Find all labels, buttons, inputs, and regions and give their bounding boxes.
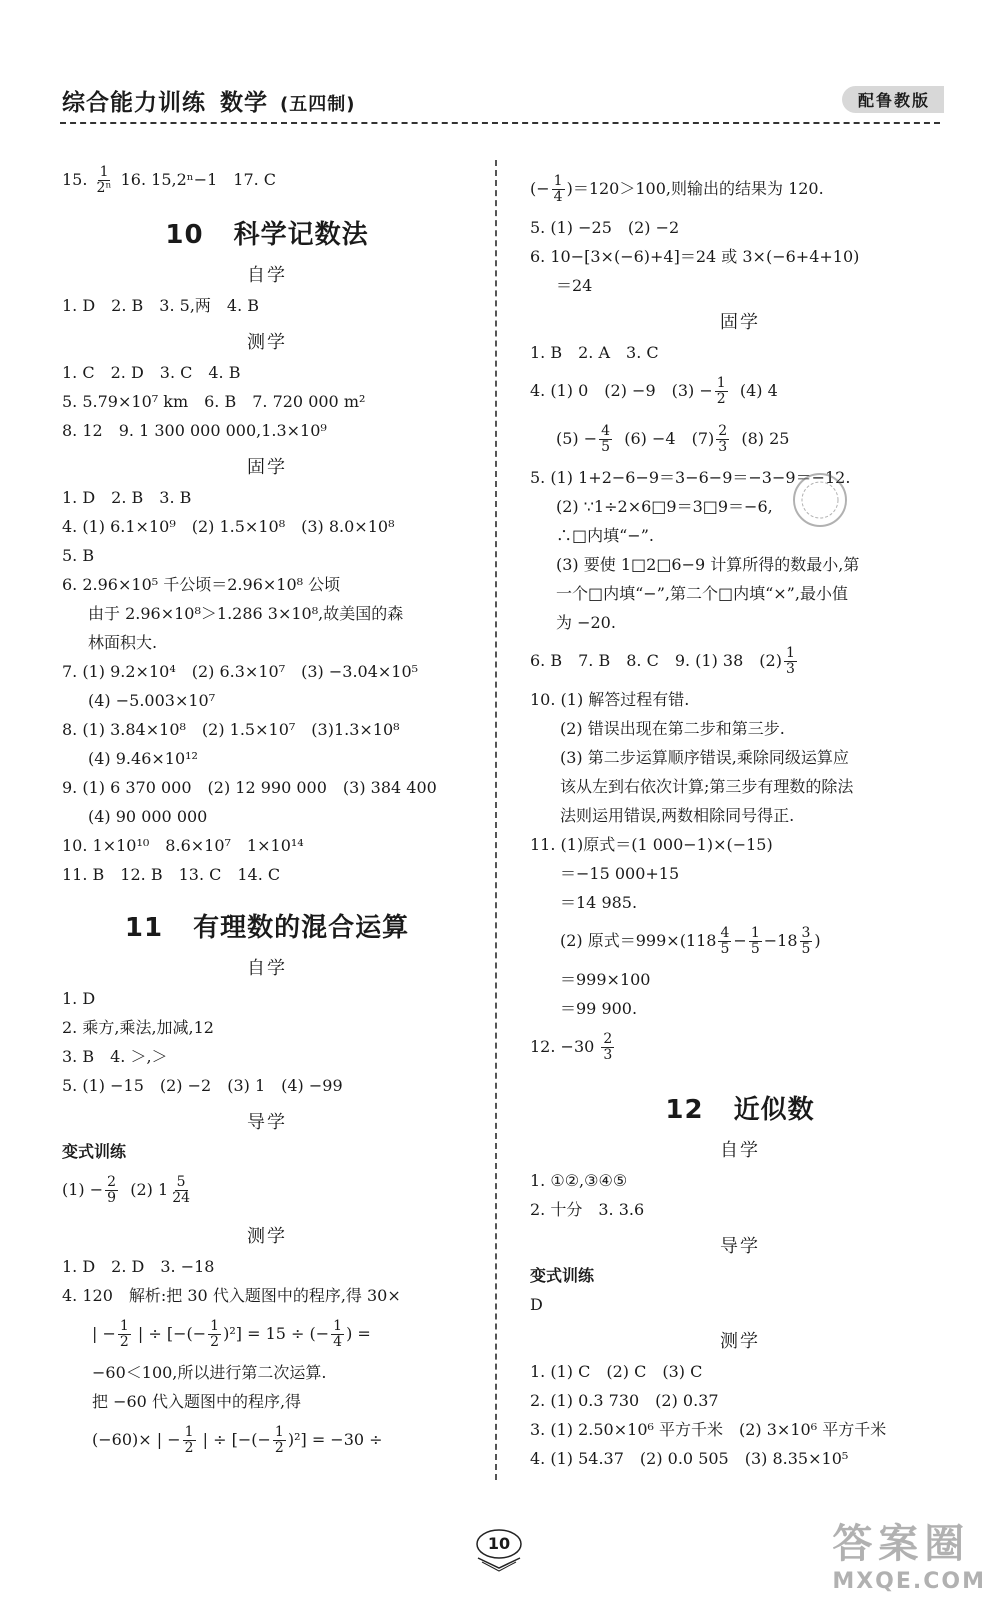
answer-line: 1. D 2. B 3. 5,两 4. B	[62, 296, 260, 315]
subject-label: 数学	[220, 90, 268, 116]
answer-line: 6. 2.96×10⁵ 千公顷＝2.96×10⁸ 公顷	[62, 575, 341, 594]
book-title	[62, 84, 355, 117]
answer-line: 1. (1) C (2) C (3) C	[530, 1362, 703, 1381]
fraction: $\frac{4}{5}$	[720, 925, 730, 957]
answer-line: 11. (1)原式＝(1 000−1)×(−15)	[530, 835, 773, 854]
answer-line: 1. ①②,③④⑤	[530, 1171, 628, 1190]
answer-line: ∴□内填“−”.	[556, 526, 654, 545]
fraction: $\frac{3}{5}$	[801, 925, 811, 957]
variant-training-label: 变式训练	[62, 1142, 127, 1161]
answer-line: (1) − $\frac{2}{9}$ (2) 1 $\frac{5}{24}$	[62, 1174, 191, 1206]
answer-line: ＝14 985.	[560, 893, 638, 912]
fraction: $\frac{1}{4}$	[553, 173, 563, 205]
answer-line: 3. (1) 2.50×10⁶ 平方千米 (2) 3×10⁶ 平方千米	[530, 1420, 887, 1439]
fraction: $\frac{1}{2}$	[119, 1318, 129, 1350]
fraction: $\frac{2}{3}$	[718, 423, 728, 455]
answer-line: (− $\frac{1}{4}$ )＝120＞100,则输出的结果为 120.	[530, 173, 824, 205]
fraction: $\frac{1}{5}$	[750, 925, 760, 957]
answer-line: −60＜100,所以进行第二次运算.	[92, 1363, 327, 1382]
answer-line: (5) − $\frac{4}{5}$ (6) −4 (7) $\frac{2}{3}$ (8) 25	[556, 423, 790, 455]
answer-line: 1. D	[62, 989, 96, 1008]
answer-line: 11. B 12. B 13. C 14. C	[62, 865, 281, 884]
answer-line: 4. (1) 6.1×10⁹ (2) 1.5×10⁸ (3) 8.0×10⁸	[62, 517, 395, 536]
fraction: $\frac{1}{3}$	[785, 645, 795, 677]
answer-line: 15. $\frac{1}{\text{2ⁿ}}$ 16. 15,2ⁿ−1 17. C	[62, 164, 277, 196]
answer-line: ＝−15 000+15	[560, 864, 680, 883]
page-header	[60, 80, 940, 124]
fraction: $\frac{5}{24}$	[172, 1174, 191, 1206]
answer-line: 2. (1) 0.3 730 (2) 0.37	[530, 1391, 719, 1410]
answer-line: 5. (1) −25 (2) −2	[530, 218, 680, 237]
subheading-zixue: 自学	[720, 1140, 760, 1161]
fraction: $\frac{2}{3}$	[603, 1031, 613, 1063]
subheading-cexue: 测学	[720, 1331, 760, 1352]
answer-line: 2. 十分 3. 3.6	[530, 1200, 645, 1219]
subheading-zixue: 自学	[247, 958, 287, 979]
answer-line: 把 −60 代入题图中的程序,得	[92, 1392, 302, 1411]
answer-line: D	[530, 1295, 543, 1314]
answer-line: 该从左到右依次计算;第三步有理数的除法	[560, 777, 854, 796]
answer-line: 3. B 4. ＞,＞	[62, 1047, 168, 1066]
watermark-bottom: MXQE.COM	[832, 1569, 986, 1594]
book-title-text: 综合能力训练	[62, 90, 206, 116]
answer-line: 林面积大.	[88, 633, 158, 652]
answer-line: (2) ∵1÷2×6□9＝3□9＝−6,	[556, 497, 773, 516]
answer-line: 4. (1) 0 (2) −9 (3) − $\frac{1}{2}$ (4) 4	[530, 375, 778, 407]
variant-training-label: 变式训练	[530, 1266, 595, 1285]
answer-line: (−60)× | − $\frac{1}{2}$ | ÷ [−(− $\frac{1}{2}$ )²] = −30 ÷	[92, 1424, 383, 1456]
edition-variant: (五四制)	[280, 94, 356, 115]
right-column	[530, 165, 950, 1473]
answer-line: 8. 12 9. 1 300 000 000,1.3×10⁹	[62, 421, 327, 440]
fraction: $\frac{1}{4}$	[333, 1318, 343, 1350]
answer-line: (3) 第二步运算顺序错误,乘除同级运算应	[560, 748, 849, 767]
stamp-icon	[790, 470, 850, 530]
answer-line: 2. 乘方,乘法,加减,12	[62, 1018, 214, 1037]
answer-line: (4) 90 000 000	[88, 807, 208, 826]
answer-line: 由于 2.96×10⁸＞1.286 3×10⁸,故美国的森	[88, 604, 404, 623]
subheading-cexue: 测学	[247, 1226, 287, 1247]
subheading-guxue: 固学	[247, 457, 287, 478]
answer-line: 9. (1) 6 370 000 (2) 12 990 000 (3) 384 400	[62, 778, 437, 797]
fraction: $\frac{1}{2}$	[184, 1424, 194, 1456]
left-column	[62, 165, 472, 1464]
watermark-top: 答案圈	[832, 1521, 971, 1567]
answer-line: 10. (1) 解答过程有错.	[530, 690, 690, 709]
answer-line: ＝999×100	[560, 970, 651, 989]
answer-line: (2) 原式＝999×(118 $\frac{4}{5}$ − $\frac{1}{5}$ −18 $\frac{3}{5}$ )	[560, 925, 821, 957]
answer-line: 10. 1×10¹⁰ 8.6×10⁷ 1×10¹⁴	[62, 836, 304, 855]
answer-line: 5. 5.79×10⁷ km 6. B 7. 720 000 m²	[62, 392, 366, 411]
answer-line: ＝24	[556, 276, 593, 295]
answer-line: 1. D 2. D 3. −18	[62, 1257, 215, 1276]
section-heading-12: 12 近似数	[665, 1095, 815, 1125]
fraction: $\frac{1}{2}$	[716, 375, 726, 407]
watermark-logo	[832, 1512, 986, 1594]
fraction: $\frac{1}{\text{2ⁿ}}$	[96, 164, 112, 196]
answer-line: 6. 10−[3×(−6)+4]＝24 或 3×(−6+4+10)	[530, 247, 860, 266]
answer-line: 4. 120 解析:把 30 代入题图中的程序,得 30×	[62, 1286, 401, 1305]
subheading-zixue: 自学	[247, 265, 287, 286]
answer-line: 为 −20.	[556, 613, 616, 632]
fraction: $\frac{2}{9}$	[107, 1174, 117, 1206]
answer-line: 1. D 2. B 3. B	[62, 488, 192, 507]
answer-line: 5. (1) 1+2−6−9＝3−6−9＝−3−9＝−12.	[530, 468, 851, 487]
section-heading-11: 11 有理数的混合运算	[124, 913, 410, 943]
answer-line: 4. (1) 54.37 (2) 0.0 505 (3) 8.35×10⁵	[530, 1449, 849, 1468]
answer-line: | − $\frac{1}{2}$ | ÷ [−(− $\frac{1}{2}$ )²] = 15 ÷ (− $\frac{1}{4}$ ) =	[92, 1318, 371, 1350]
edition-badge: 配鲁教版	[842, 86, 944, 113]
page-number	[474, 1528, 524, 1572]
answer-line: (2) 错误出现在第二步和第三步.	[560, 719, 785, 738]
fraction: $\frac{1}{2}$	[274, 1424, 284, 1456]
fraction: $\frac{4}{5}$	[601, 423, 611, 455]
answer-line: ＝99 900.	[560, 999, 638, 1018]
answer-line: 1. C 2. D 3. C 4. B	[62, 363, 241, 382]
subheading-daoxue: 导学	[720, 1236, 760, 1257]
page-number-text: 10	[487, 1534, 511, 1553]
answer-line: 1. B 2. A 3. C	[530, 343, 659, 362]
section-heading-10: 10 科学记数法	[165, 220, 369, 250]
answer-line: (4) 9.46×10¹²	[88, 749, 198, 768]
answer-line: 8. (1) 3.84×10⁸ (2) 1.5×10⁷ (3)1.3×10⁸	[62, 720, 400, 739]
answer-line: 6. B 7. B 8. C 9. (1) 38 (2) $\frac{1}{3}$	[530, 645, 795, 677]
answer-line: 一个□内填“−”,第二个□内填“×”,最小值	[556, 584, 848, 603]
fraction: $\frac{1}{2}$	[210, 1318, 220, 1350]
column-divider	[495, 160, 497, 1480]
answer-line: 法则运用错误,两数相除同号得正.	[560, 806, 795, 825]
answer-line: 7. (1) 9.2×10⁴ (2) 6.3×10⁷ (3) −3.04×10⁵	[62, 662, 419, 681]
answer-line: 12. −30 $\frac{2}{3}$	[530, 1031, 613, 1063]
answer-line: 5. B	[62, 546, 95, 565]
subheading-daoxue: 导学	[247, 1112, 287, 1133]
answer-line: (3) 要使 1□2□6−9 计算所得的数最小,第	[556, 555, 860, 574]
answer-line: (4) −5.003×10⁷	[88, 691, 216, 710]
subheading-cexue: 测学	[247, 332, 287, 353]
answer-line: 5. (1) −15 (2) −2 (3) 1 (4) −99	[62, 1076, 343, 1095]
subheading-guxue: 固学	[720, 312, 760, 333]
